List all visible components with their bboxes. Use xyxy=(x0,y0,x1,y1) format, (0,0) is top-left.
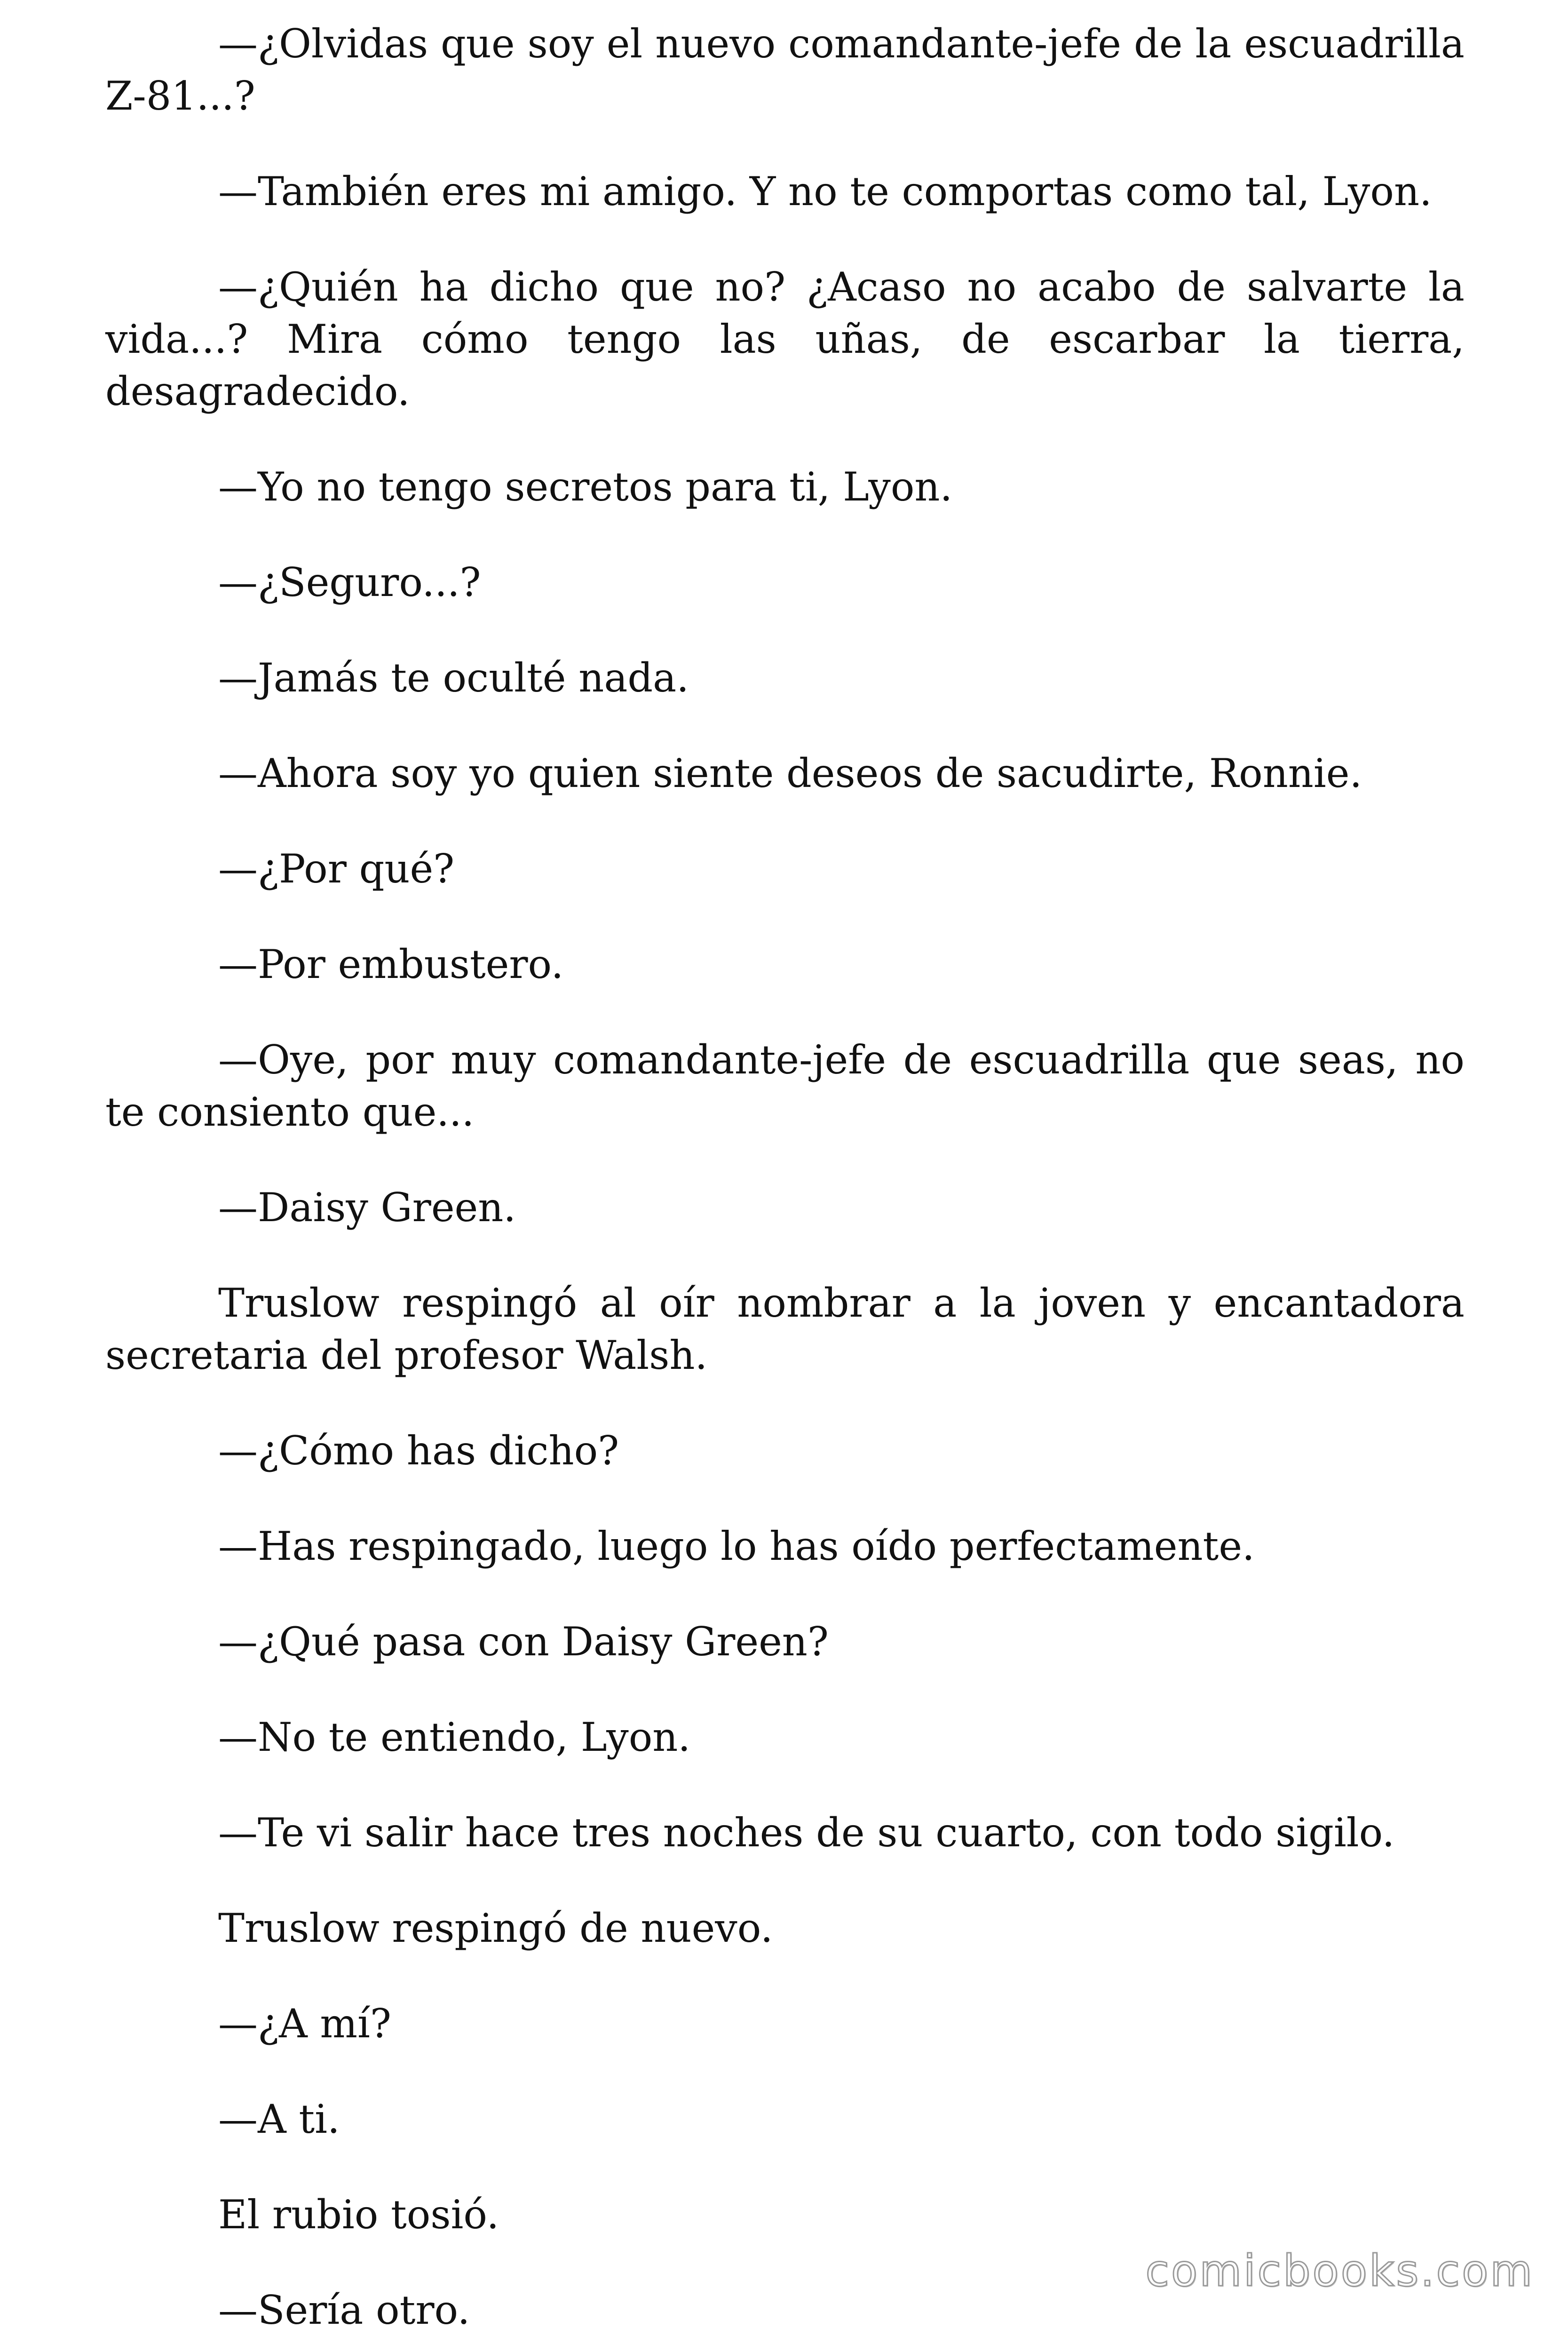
paragraph: —Oye, por muy comandante-jefe de escuadrilla que seas, no te consiento que... xyxy=(105,1037,1465,1135)
paragraph: Truslow respingó al oír nombrar a la joven y encantadora secretaria del profesor Walsh. xyxy=(105,1280,1465,1378)
paragraph: —¿Seguro...? xyxy=(218,559,481,605)
paragraph: —Has respingado, luego lo has oído perfectamente. xyxy=(218,1523,1255,1569)
paragraph: —Por embustero. xyxy=(218,941,564,987)
paragraph: —Jamás te oculté nada. xyxy=(218,655,689,701)
paragraph: —Te vi salir hace tres noches de su cuarto, con todo sigilo. xyxy=(218,1810,1395,1856)
paragraph: —No te entiendo, Lyon. xyxy=(218,1714,691,1760)
paragraph: —¿A mí? xyxy=(218,2001,391,2047)
paragraph: —¿Por qué? xyxy=(218,846,455,892)
paragraph: —También eres mi amigo. Y no te comportas como tal, Lyon. xyxy=(218,168,1432,215)
paragraph: —Ahora soy yo quien siente deseos de sacudirte, Ronnie. xyxy=(218,750,1362,796)
paragraph: —Yo no tengo secretos para ti, Lyon. xyxy=(218,464,953,510)
paragraph: —Daisy Green. xyxy=(218,1184,516,1231)
paragraph: —¿Quién ha dicho que no? ¿Acaso no acabo de salvarte la vida...? Mira cómo tengo las uñas, de escarbar la tierra, desagradecido. xyxy=(105,264,1465,414)
paragraph: —Sería otro. xyxy=(218,2287,470,2333)
paragraph: —¿Olvidas que soy el nuevo comandante-jefe de la escuadrilla Z-81...? xyxy=(105,21,1465,119)
book-page-text xyxy=(105,18,1465,2352)
paragraph: —¿Cómo has dicho? xyxy=(218,1428,619,1474)
paragraph: —¿Qué pasa con Daisy Green? xyxy=(218,1619,829,1665)
watermark-logo: comicbooks.com xyxy=(1145,2246,1534,2296)
paragraph: El rubio tosió. xyxy=(218,2192,499,2238)
paragraph: —A ti. xyxy=(218,2096,340,2142)
paragraph: Truslow respingó de nuevo. xyxy=(218,1905,773,1951)
